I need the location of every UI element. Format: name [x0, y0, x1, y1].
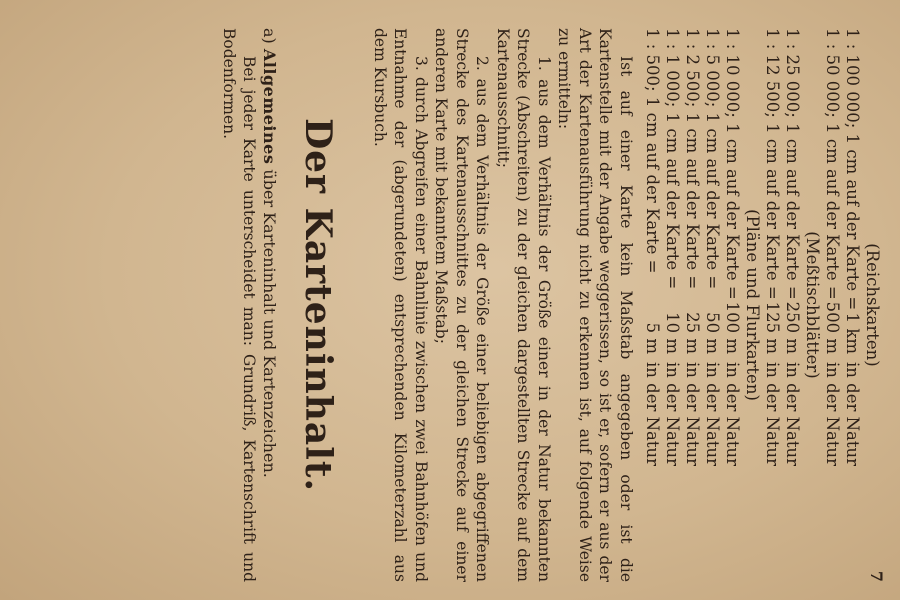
reichskarten-heading: (Reichskarten)	[863, 243, 882, 367]
sub-heading	[260, 28, 280, 582]
scale-row: 1 : 10 000; 1 cm auf der Karte = 100 m in der Natur	[723, 28, 742, 467]
scale-row: 1 : 500; 1 cm auf der Karte = 5 m in der Natur	[643, 28, 662, 467]
plaene-heading: (Pläne und Flurkarten)	[743, 209, 762, 401]
section-title: Der Karteninhalt.	[297, 117, 340, 493]
scale-row: 1 : 12 500; 1 cm auf der Karte = 125 m in der Natur	[763, 28, 782, 467]
scale-row: 1 : 25 000; 1 cm auf der Karte = 250 m in der Natur	[783, 28, 802, 467]
closing-paragraph: Bei jeder Karte unterscheidet man: Grundriß, Kartenschrift und Bodenformen.	[220, 28, 259, 582]
method-item-2: 2. aus dem Verhältnis der Größe einer beliebigen abgegriffenen Strecke des Kartenausschnittes zu der gleichen Strecke auf einer anderen Karte mit bekanntem Maßstab;	[432, 28, 492, 582]
page-number: 7	[866, 570, 886, 583]
sub-heading-rest: über Karteninhalt und Kartenzeichen.	[260, 169, 280, 478]
scale-row: 1 : 50 000; 1 cm auf der Karte = 500 m in der Natur	[823, 28, 842, 467]
intro-paragraph: Ist auf einer Karte kein Maßstab angegeben oder ist die Kartenstelle mit der Angabe weggerissen, so ist er, sofern er aus der Art der Kartenausführung nicht zu erkennen ist, auf folgende Weise zu ermitteln:	[555, 28, 635, 582]
method-item-1: 1. aus dem Verhältnis der Größe einer in der Natur bekannten Strecke (Abschreiten) zu der gleichen dargestellten Strecke auf dem Kartenausschnitt;	[494, 28, 553, 582]
scale-row: 1 : 2 500; 1 cm auf der Karte = 25 m in der Natur	[683, 28, 702, 467]
sub-heading-bold: Allgemeines	[260, 48, 280, 165]
sub-heading-label: a)	[260, 28, 280, 44]
messtisch-heading: (Meßtischblätter)	[803, 231, 822, 379]
method-item-3: 3. durch Abgreifen einer Bahnlinie zwischen zwei Bahnhöfen und Entnahme der (abgerundeten) entsprechenden Kilometerzahl aus dem Kursbuch.	[371, 28, 430, 582]
scale-row: 1 : 5 000; 1 cm auf der Karte = 50 m in der Natur	[703, 28, 722, 467]
scale-row: 1 : 100 000; 1 cm auf der Karte = 1 km in der Natur	[843, 28, 862, 467]
scale-row: 1 : 1 000; 1 cm auf der Karte = 10 m in der Natur	[663, 28, 682, 467]
